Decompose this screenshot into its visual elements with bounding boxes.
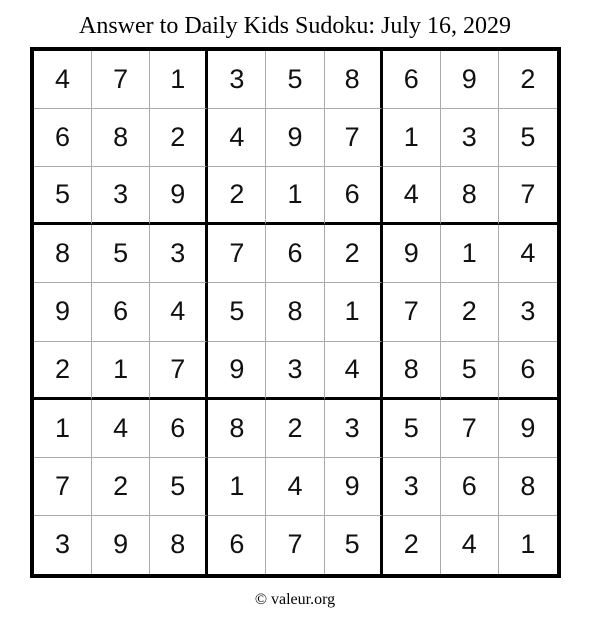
sudoku-cell: 5: [383, 400, 441, 458]
sudoku-cell: 9: [325, 458, 383, 516]
sudoku-cell: 1: [150, 51, 208, 109]
sudoku-cell: 8: [34, 225, 92, 283]
sudoku-cell: 7: [441, 400, 499, 458]
sudoku-cell: 1: [383, 109, 441, 167]
sudoku-cell: 7: [325, 109, 383, 167]
sudoku-cell: 8: [499, 458, 557, 516]
sudoku-cell: 8: [325, 51, 383, 109]
sudoku-cell: 2: [34, 342, 92, 400]
sudoku-cell: 1: [208, 458, 266, 516]
sudoku-cell: 1: [266, 167, 324, 225]
sudoku-cell: 6: [92, 283, 150, 341]
sudoku-cell: 5: [441, 342, 499, 400]
sudoku-cell: 1: [34, 400, 92, 458]
sudoku-cell: 3: [499, 283, 557, 341]
sudoku-cell: 2: [325, 225, 383, 283]
sudoku-cell: 3: [383, 458, 441, 516]
sudoku-cell: 4: [92, 400, 150, 458]
sudoku-cell: 3: [266, 342, 324, 400]
sudoku-cell: 3: [208, 51, 266, 109]
sudoku-cell: 4: [266, 458, 324, 516]
sudoku-cell: 6: [34, 109, 92, 167]
sudoku-cell: 7: [150, 342, 208, 400]
sudoku-cell: 4: [383, 167, 441, 225]
sudoku-cell: 1: [520, 529, 536, 560]
sudoku-cell: 6: [325, 167, 383, 225]
sudoku-cell: 5: [34, 167, 92, 225]
sudoku-grid: [30, 47, 561, 578]
sudoku-cell: 7: [34, 458, 92, 516]
sudoku-cell: 9: [208, 342, 266, 400]
sudoku-cell: 4: [325, 342, 383, 400]
sudoku-cell: 2: [92, 458, 150, 516]
sudoku-cell: 5: [92, 225, 150, 283]
sudoku-cell: 5: [150, 458, 208, 516]
sudoku-cell: 7: [383, 283, 441, 341]
sudoku-cell: 3: [325, 400, 383, 458]
sudoku-cell: 8: [150, 516, 208, 574]
sudoku-cell: 2: [208, 167, 266, 225]
sudoku-cell: 5: [499, 109, 557, 167]
sudoku-cell: 2: [383, 516, 441, 574]
sudoku-cell: 4: [441, 516, 499, 574]
sudoku-cell: 5: [208, 283, 266, 341]
sudoku-cell: 8: [441, 167, 499, 225]
sudoku-cell: 9: [266, 109, 324, 167]
sudoku-cell: 9: [150, 167, 208, 225]
sudoku-cell: 4: [150, 283, 208, 341]
sudoku-cell: 9: [92, 516, 150, 574]
sudoku-cell: 6: [266, 225, 324, 283]
sudoku-cell: 7: [499, 167, 557, 225]
sudoku-cell: 6: [499, 342, 557, 400]
sudoku-cell: 1: [92, 342, 150, 400]
sudoku-cell: 2: [441, 283, 499, 341]
sudoku-cell: 9: [499, 400, 557, 458]
sudoku-cell: 1: [441, 225, 499, 283]
sudoku-cell: 2: [499, 51, 557, 109]
sudoku-cell: 6: [441, 458, 499, 516]
sudoku-cell: 2: [266, 400, 324, 458]
sudoku-cell: 3: [92, 167, 150, 225]
sudoku-cell: 7: [266, 516, 324, 574]
sudoku-cell: 5: [325, 516, 383, 574]
sudoku-cell: 8: [92, 109, 150, 167]
sudoku-cell: 7: [208, 225, 266, 283]
sudoku-cell: 4: [208, 109, 266, 167]
sudoku-cell: 4: [34, 51, 92, 109]
sudoku-cell: 8: [383, 342, 441, 400]
sudoku-cell: 2: [150, 109, 208, 167]
sudoku-cell: 3: [34, 516, 92, 574]
sudoku-cell: 7: [92, 51, 150, 109]
sudoku-cell: 6: [150, 400, 208, 458]
sudoku-cell: 9: [34, 283, 92, 341]
sudoku-cell: 9: [441, 51, 499, 109]
sudoku-cell: 6: [208, 516, 266, 574]
sudoku-cell: 8: [208, 400, 266, 458]
sudoku-cell: 1: [325, 283, 383, 341]
sudoku-cell: 6: [383, 51, 441, 109]
puzzle-title: Answer to Daily Kids Sudoku: July 16, 2029: [79, 13, 511, 39]
sudoku-cell: 3: [441, 109, 499, 167]
sudoku-cell: 8: [266, 283, 324, 341]
copyright-footer: © valeur.org: [254, 591, 336, 608]
sudoku-cell: 5: [266, 51, 324, 109]
sudoku-cell: 3: [150, 225, 208, 283]
sudoku-cell: 9: [383, 225, 441, 283]
sudoku-cell: 4: [499, 225, 557, 283]
